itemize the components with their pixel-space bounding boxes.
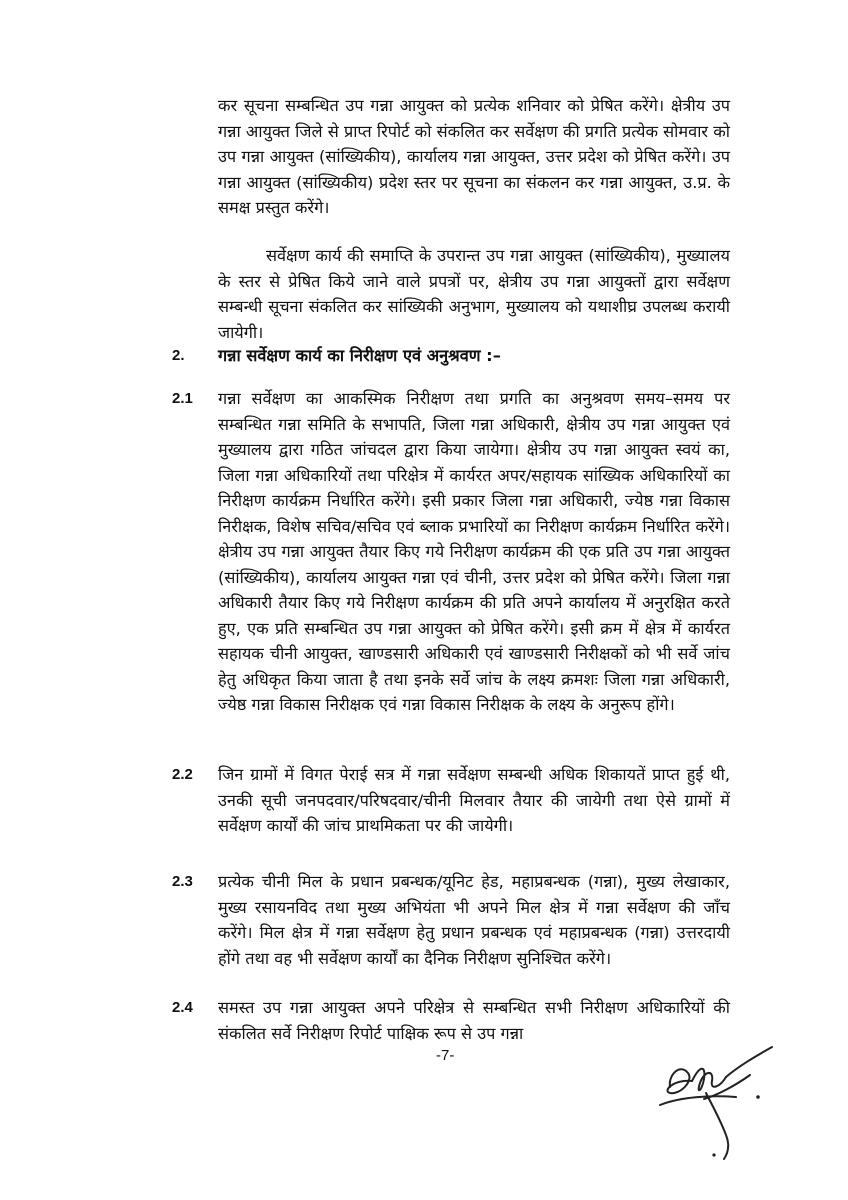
item-number: 2.1 — [172, 390, 193, 407]
item-text: जिन ग्रामों में विगत पेराई सत्र में गन्ना सर्वेक्षण सम्बन्धी अधिक शिकायतें प्राप्त हुई थी, उनकी सूची जनपदवार/परिषदवार/चीनी मिलवार तैयार की जायेगी तथा ऐसे ग्रामों में सर्वेक्षण कार्यों की जांच प्राथमिकता पर की जायेगी। — [218, 765, 730, 835]
item-text: प्रत्येक चीनी मिल के प्रधान प्रबन्धक/यूनिट हेड, महाप्रबन्धक (गन्ना), मुख्य लेखाकार, मुख्य रसायनविद तथा मुख्य अभियंता भी अपने मिल क्षेत्र में गन्ना सर्वेक्षण की जाँच करेंगे। मिल क्षेत्र में गन्ना सर्वेक्षण हेतु प्रधान प्रबन्धक एवं महाप्रबन्धक (गन्ना) उत्तरदायी होंगे तथा वह भी सर्वेक्षण कार्यों का दैनिक निरीक्षण सुनिश्चित करेंगे। — [218, 872, 730, 968]
item-text: गन्ना सर्वेक्षण का आकस्मिक निरीक्षण तथा प्रगति का अनुश्रवण समय–समय पर सम्बन्धित गन्ना समिति के सभापति, जिला गन्ना अधिकारी, क्षेत्रीय उप गन्ना आयुक्त एवं मुख्यालय द्वारा गठित जांचदल द्वारा किया जायेगा। क्षेत्रीय उप गन्ना आयुक्त स्वयं का, जिला गन्ना अधिकारियों तथा परिक्षेत्र में कार्यरत अपर/सहायक सांख्यिक अधिकारियों का निरीक्षण कार्यक्रम निर्धारित करेंगे। इसी प्रकार जिला गन्ना अधिकारी, ज्येष्ठ गन्ना विकास निरीक्षक, विशेष सचिव/सचिव एवं ब्लाक प्रभारियों का निरीक्षण कार्यक्रम निर्धारित करेंगे। क्षेत्रीय उप गन्ना आयुक्त तैयार किए गये निरीक्षण कार्यक्रम की एक प्रति उप गन्ना आयुक्त (सांख्यिकीय), कार्यालय आयुक्त गन्ना एवं चीनी, उत्तर प्रदेश को प्रेषित करेंगे। जिला गन्ना अधिकारी तैयार किए गये निरीक्षण कार्यक्रम की प्रति अपने कार्यालय में अनुरक्षित करते हुए, एक प्रति सम्बन्धित उप गन्ना आयुक्त को प्रेषित करेंगे। इसी क्रम में क्षेत्र में कार्यरत सहायक चीनी आयुक्त, खाण्डसारी अधिकारी एवं खाण्डसारी निरीक्षकों को भी सर्वे जांच हेतु अधिकृत किया जाता है तथा इनके सर्वे जांच के लक्ष्य क्रमशः जिला गन्ना अधिकारी, ज्येष्ठ गन्ना विकास निरीक्षक एवं गन्ना विकास निरीक्षक के लक्ष्य के अनुरूप होंगे। — [218, 389, 730, 714]
signature-icon — [640, 1035, 780, 1165]
paragraph-survey-completion: सर्वेक्षण कार्य की समाप्ति के उपरान्त उप गन्ना आयुक्त (सांख्यिकीय), मुख्यालय के स्तर से प्रेषित किये जाने वाले प्रपत्रों पर, क्षेत्रीय उप गन्ना आयुक्तों द्वारा सर्वेक्षण सम्बन्धी सूचना संकलित कर सांख्यिकी अनुभाग, मुख्यालय को यथाशीघ्र उपलब्ध करायी जायेगी। — [218, 246, 730, 342]
item-number: 2.2 — [172, 766, 193, 783]
page-number: -7- — [436, 1047, 455, 1064]
item-number: 2.4 — [172, 999, 193, 1016]
section-heading: गन्ना सर्वेक्षण कार्य का निरीक्षण एवं अनुश्रवण :– — [218, 346, 501, 365]
paragraph-continuation: कर सूचना सम्बन्धित उप गन्ना आयुक्त को प्रत्येक शनिवार को प्रेषित करेंगे। क्षेत्रीय उप गन्ना आयुक्त जिले से प्राप्त रिपोर्ट को संकलित कर सर्वेक्षण की प्रगति प्रत्येक सोमवार को उप गन्ना आयुक्त (सांख्यिकीय), कार्यालय गन्ना आयुक्त, उत्तर प्रदेश को प्रेषित करेंगे। उप गन्ना आयुक्त (सांख्यिकीय) प्रदेश स्तर पर सूचना का संकलन कर गन्ना आयुक्त, उ.प्र. के समक्ष प्रस्तुत करेंगे। — [218, 96, 730, 217]
section-number: 2. — [172, 347, 185, 364]
item-number: 2.3 — [172, 873, 193, 890]
item-text: समस्त उप गन्ना आयुक्त अपने परिक्षेत्र से सम्बन्धित सभी निरीक्षण अधिकारियों की संकलित सर्वे निरीक्षण रिपोर्ट पाक्षिक रूप से उप गन्ना — [218, 998, 730, 1043]
